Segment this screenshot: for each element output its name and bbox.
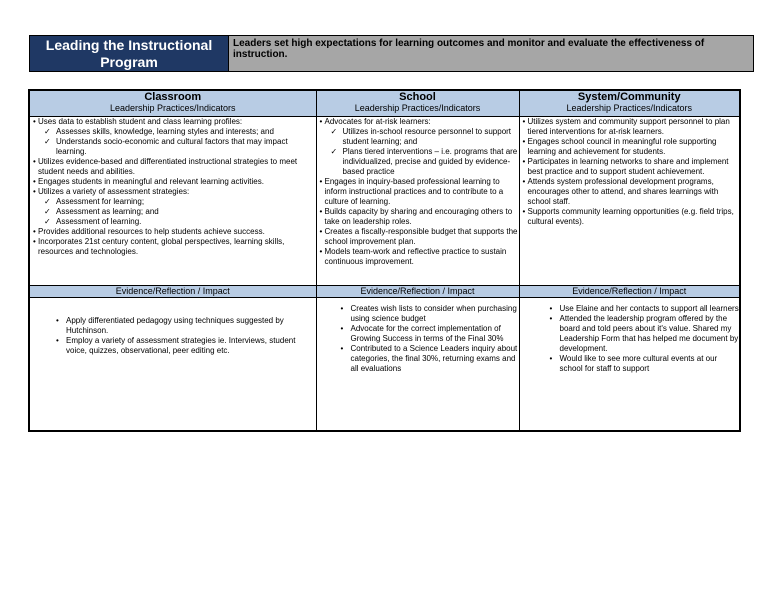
evidence-item: • Employ a variety of assessment strategies ie. Interviews, student voice, quizzes, observational, peer editing etc. [52,336,316,356]
practices-classroom [29,117,316,286]
list-item [30,197,316,207]
evidence-header-row [29,286,740,298]
page-description: Leaders set high expectations for learning outcomes and monitor and evaluate the effectiveness of instruction. [229,35,754,72]
list-item-text: Assesses skills, knowledge, learning styles and interests; and [56,127,274,136]
bullet-icon: • [33,227,36,236]
list-item-text: Models team-work and reflective practice to sustain continuous improvement. [324,247,507,266]
list-item-text: Engages in inquiry-based professional learning to inform instructional practices and to contribute to a culture of learning. [324,177,504,206]
bullet-icon: • [33,177,36,186]
bullet-icon: • [33,157,36,166]
list-item [30,177,316,187]
bullet-icon: • [522,117,526,126]
evidence-item: • Would like to see more cultural events at our school for staff to support [546,354,740,374]
list-item [30,137,316,157]
list-item-text: Utilizes in-school resource personnel to support student learning; and [342,127,512,146]
practice-list [520,117,740,227]
column-header-classroom [29,90,316,117]
checkmark-icon: ✓ [44,127,51,136]
bullet-icon: • [522,137,526,146]
evidence-header-school: Evidence/Reflection / Impact [316,286,519,298]
column-title: System/Community [577,91,681,103]
list-item-text: Utilizes system and community support personnel to plan tiered interventions for at-risk learners. [527,117,730,136]
bullet-icon: • [319,177,323,186]
evidence-item: • Attended the leadership program offered by the board and told peers about it's value. Shared my Leadership Form that has helped me document by development. [546,314,740,354]
evidence-item: • Apply differentiated pedagogy using techniques suggested by Hutchinson. [52,316,316,336]
list-item-text: Utilizes a variety of assessment strategies: [38,187,190,196]
evidence-system-community [519,298,740,432]
list-item [520,117,740,137]
list-item-text: Creates a fiscally-responsible budget that supports the school improvement plan. [324,227,518,246]
list-item [30,157,316,177]
evidence-list [52,316,316,356]
evidence-list [546,304,740,374]
practices-row [29,117,740,286]
list-item-text: Incorporates 21st century content, global perspectives, learning skills, resources and technologies. [38,237,285,256]
bullet-icon: • [522,207,526,216]
column-subtitle: Leadership Practices/Indicators [566,103,693,113]
list-item [520,207,740,227]
list-item-text: Advocates for at-risk learners: [324,117,431,126]
list-item [520,137,740,157]
list-item [317,117,519,127]
bullet-icon: • [319,207,323,216]
evidence-item: • Contributed to a Science Leaders inquiry about categories, the final 30%, returning exams and all evaluations [337,344,519,374]
bullet-icon: • [33,187,36,196]
bullet-icon: • [319,227,323,236]
checkmark-icon: ✓ [44,207,51,216]
list-item-text: Supports community learning opportunities (e.g. field trips, cultural events). [527,207,734,226]
list-item-text: Uses data to establish student and class learning profiles: [38,117,243,126]
evidence-school [316,298,519,432]
column-title: Classroom [144,91,202,103]
column-subtitle: Leadership Practices/Indicators [109,103,236,113]
list-item-text: Engages school council in meaningful role supporting learning and achievement for students. [527,137,717,156]
practices-system-community [519,117,740,286]
list-item-text: Understands socio-economic and cultural factors that may impact learning. [56,137,288,156]
list-item [317,227,519,247]
practice-list [30,117,316,257]
checkmark-icon: ✓ [44,217,51,226]
column-header-school [316,90,519,117]
column-header-system-community [519,90,740,117]
column-subtitle: Leadership Practices/Indicators [354,103,481,113]
list-item [30,127,316,137]
evidence-header-classroom: Evidence/Reflection / Impact [29,286,316,298]
page-header [29,35,754,74]
checkmark-icon: ✓ [330,147,338,156]
bullet-icon: • [522,177,526,186]
checkmark-icon: ✓ [44,197,51,206]
practices-school [316,117,519,286]
list-item [30,227,316,237]
list-item [317,207,519,227]
list-item-text: Assessment of learning. [56,217,142,226]
bullet-icon: • [319,247,323,256]
list-item-text: Attends system professional development programs, encourages other to attend, and shares learnings with school staff. [527,177,719,206]
evidence-row [29,298,740,432]
checkmark-icon: ✓ [44,137,51,146]
list-item-text: Assessment as learning; and [56,207,159,216]
list-item-text: Utilizes evidence-based and differentiated instructional strategies to meet student needs and abilities. [38,157,298,176]
evidence-list [337,304,519,374]
column-header-row [29,90,740,117]
list-item [30,207,316,217]
page-title: Leading the Instructional Program [29,35,229,72]
list-item-text: Provides additional resources to help students achieve success. [38,227,265,236]
list-item-text: Participates in learning networks to share and implement best practice and to support student achievement. [527,157,729,176]
list-item [30,217,316,227]
bullet-icon: • [319,117,323,126]
practice-list [317,117,519,267]
list-item-text: Plans tiered interventions – i.e. programs that are individualized, precise and guided by evidence-based practice [342,147,518,176]
evidence-classroom [29,298,316,432]
list-item-text: Engages students in meaningful and relevant learning activities. [38,177,264,186]
list-item [317,147,519,177]
evidence-item: • Use Elaine and her contacts to support all learners [546,304,740,314]
list-item [317,127,519,147]
list-item [317,177,519,207]
bullet-icon: • [522,157,526,166]
list-item [30,237,316,257]
bullet-icon: • [33,117,36,126]
column-title: School [399,91,436,103]
evidence-item: • Creates wish lists to consider when purchasing using science budget [337,304,519,324]
list-item-text: Assessment for learning; [56,197,145,206]
leadership-table [28,89,741,432]
evidence-item: • Advocate for the correct implementation of Growing Success in terms of the Final 30% [337,324,519,344]
list-item [30,187,316,197]
list-item [520,177,740,207]
list-item [520,157,740,177]
checkmark-icon: ✓ [330,127,338,136]
list-item [30,117,316,127]
bullet-icon: • [33,237,36,246]
list-item-text: Builds capacity by sharing and encouraging others to take on leadership roles. [324,207,513,226]
evidence-header-system-community: Evidence/Reflection / Impact [519,286,740,298]
list-item [317,247,519,267]
